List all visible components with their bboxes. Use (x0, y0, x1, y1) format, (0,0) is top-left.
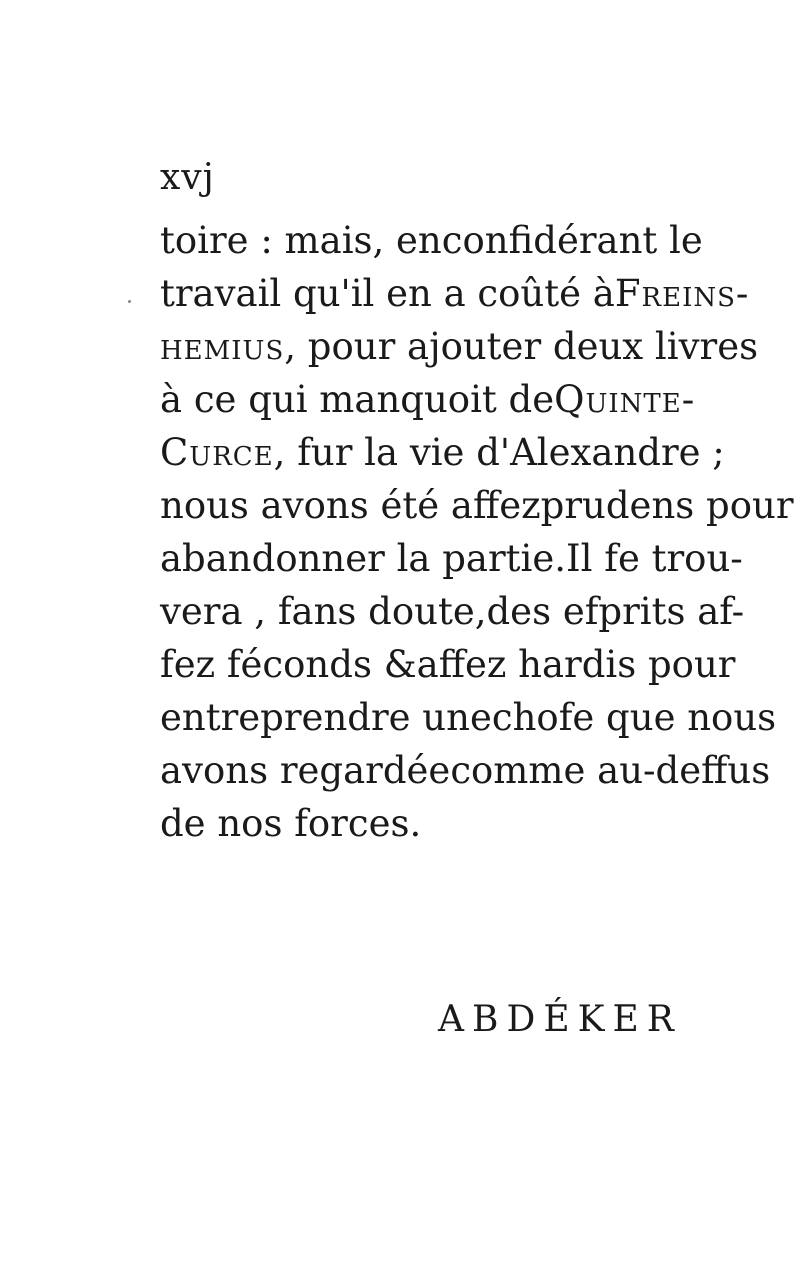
proper-name-freinshemius-end: hemius (160, 325, 285, 368)
text-line-part: abandonner la partie. (160, 537, 567, 580)
proper-name-quinte-curce: Quinte- (554, 378, 696, 421)
proper-name-freinshemius: Freins- (614, 272, 750, 315)
text-line-part: prudens pour (540, 484, 794, 527)
text-line-part: des efprits af- (486, 590, 745, 633)
text-line-part: , pour ajouter deux livres (284, 325, 759, 368)
text-line (160, 691, 777, 744)
text-line (160, 320, 759, 373)
proper-name-curce: Curce (160, 431, 274, 474)
text-line (160, 532, 743, 585)
text-line-part: confidérant le (441, 219, 703, 262)
text-line-part: fez féconds & (160, 643, 417, 686)
text-line-part: comme au-deffus (450, 749, 771, 792)
text-line (160, 585, 745, 638)
text-line-part: Il fe trou- (566, 537, 743, 580)
text-line (160, 744, 771, 797)
text-line (160, 373, 696, 426)
text-line-part: , fur la vie d'Alexandre ; (273, 431, 725, 474)
text-line-part: avons regardée (160, 749, 451, 792)
text-line (160, 797, 680, 850)
text-line-part: de nos forces. (160, 802, 422, 845)
text-line-part: affez hardis pour (416, 643, 736, 686)
text-line (160, 479, 794, 532)
text-line-part: nous avons été affez (160, 484, 541, 527)
text-line (160, 638, 736, 691)
text-line-part: chofe que nous (491, 696, 777, 739)
paper-speck (128, 300, 131, 303)
text-line (160, 426, 725, 479)
text-line-part: toire : mais, en (160, 219, 442, 262)
body-text (160, 214, 794, 850)
page-number: xvj (160, 157, 215, 198)
text-line (160, 267, 750, 320)
text-line-part: entreprendre une (160, 696, 492, 739)
text-line-part: à ce qui manquoit de (160, 378, 555, 421)
text-line-part: travail qu'il en a coûté à (160, 272, 615, 315)
catchword: ABDÉKER (438, 999, 682, 1040)
text-line (160, 214, 703, 267)
text-line-part: vera , fans doute, (160, 590, 487, 633)
